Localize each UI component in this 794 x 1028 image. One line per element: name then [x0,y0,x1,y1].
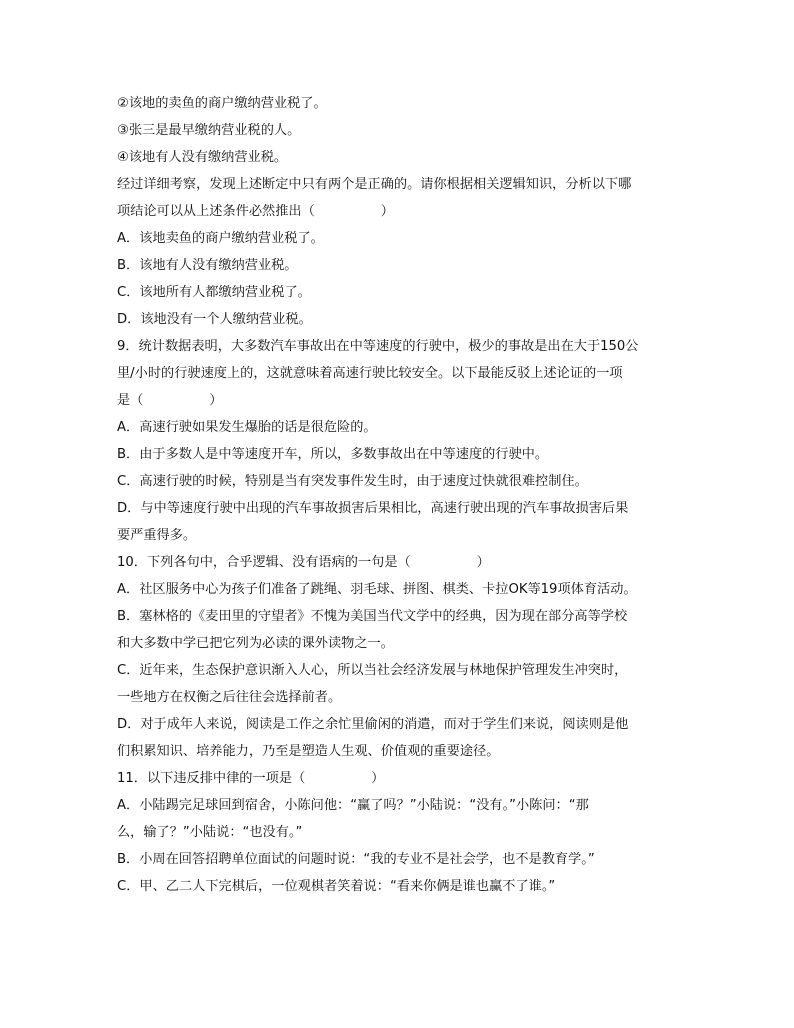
option-line: 们积累知识、培养能力，乃至是塑造人生观、价值观的重要途径。 [117,744,500,759]
option-line: B．由于多数人是中等速度开车，所以，多数事故出在中等速度的行驶中。 [117,447,549,462]
text-line: ②该地的卖鱼的商户缴纳营业税了。 [117,96,327,111]
option-line: B．小周在回答招聘单位面试的问题时说：“我的专业不是社会学，也不是教育学。” [117,852,595,867]
question-9-line: 是（ ） [117,393,223,408]
option-line: A．该地卖鱼的商户缴纳营业税了。 [117,231,324,246]
option-line: D．与中等速度行驶中出现的汽车事故损害后果相比，高速行驶出现的汽车事故损害后果 [117,501,629,516]
question-10-line: 10．下列各句中，合乎逻辑、没有语病的一句是（ ） [117,555,490,570]
option-line: B．塞林格的《麦田里的守望者》不愧为美国当代文学中的经典，因为现在部分高等学校 [117,609,628,624]
option-line: C．甲、乙二人下完棋后，一位观棋者笑着说：“看来你俩是谁也赢不了谁。” [117,879,556,894]
question-9-line: 9．统计数据表明，大多数汽车事故出在中等速度的行驶中，极少的事故是出在大于150公 [117,339,639,354]
option-line: 和大多数中学已把它列为必读的课外读物之一。 [117,636,394,651]
option-line: A．高速行驶如果发生爆胎的话是很危险的。 [117,420,377,435]
option-line: C．近年来，生态保护意识渐入人心，所以当社会经济发展与林地保护管理发生冲突时， [117,663,628,678]
option-line: A．社区服务中心为孩子们准备了跳绳、羽毛球、拼图、棋类、卡拉OK等19项体育活动。 [117,582,637,597]
option-line: B．该地有人没有缴纳营业税。 [117,258,298,273]
question-11-line: 11．以下违反排中律的一项是（ ） [117,771,385,786]
text-line: 经过详细考察，发现上述断定中只有两个是正确的。请你根据相关逻辑知识，分析以下哪 [117,177,632,192]
text-line: 项结论可以从上述条件必然推出（ ） [117,204,394,219]
option-line: 么，输了？”小陆说：“也没有。” [117,825,303,840]
option-line: C．该地所有人都缴纳营业税了。 [117,285,311,300]
option-line: D．该地没有一个人缴纳营业税。 [117,312,312,327]
option-line: D．对于成年人来说，阅读是工作之余忙里偷闲的消遣，而对于学生们来说，阅读则是他 [117,717,629,732]
option-line: 一些地方在权衡之后往往会选择前者。 [117,690,342,705]
text-line: ③张三是最早缴纳营业税的人。 [117,123,301,138]
question-9-line: 里/小时的行驶速度上的，这就意味着高速行驶比较安全。以下最能反驳上述论证的一项 [117,366,623,381]
option-line: C．高速行驶的时候，特别是当有突发事件发生时，由于速度过快就很难控制住。 [117,474,588,489]
option-line: A．小陆踢完足球回到宿舍，小陈问他：“赢了吗？”小陆说：“没有。”小陈问：“那 [117,798,589,813]
option-line: 要严重得多。 [117,528,197,543]
document-body [117,90,677,900]
text-line: ④该地有人没有缴纳营业税。 [117,150,288,165]
